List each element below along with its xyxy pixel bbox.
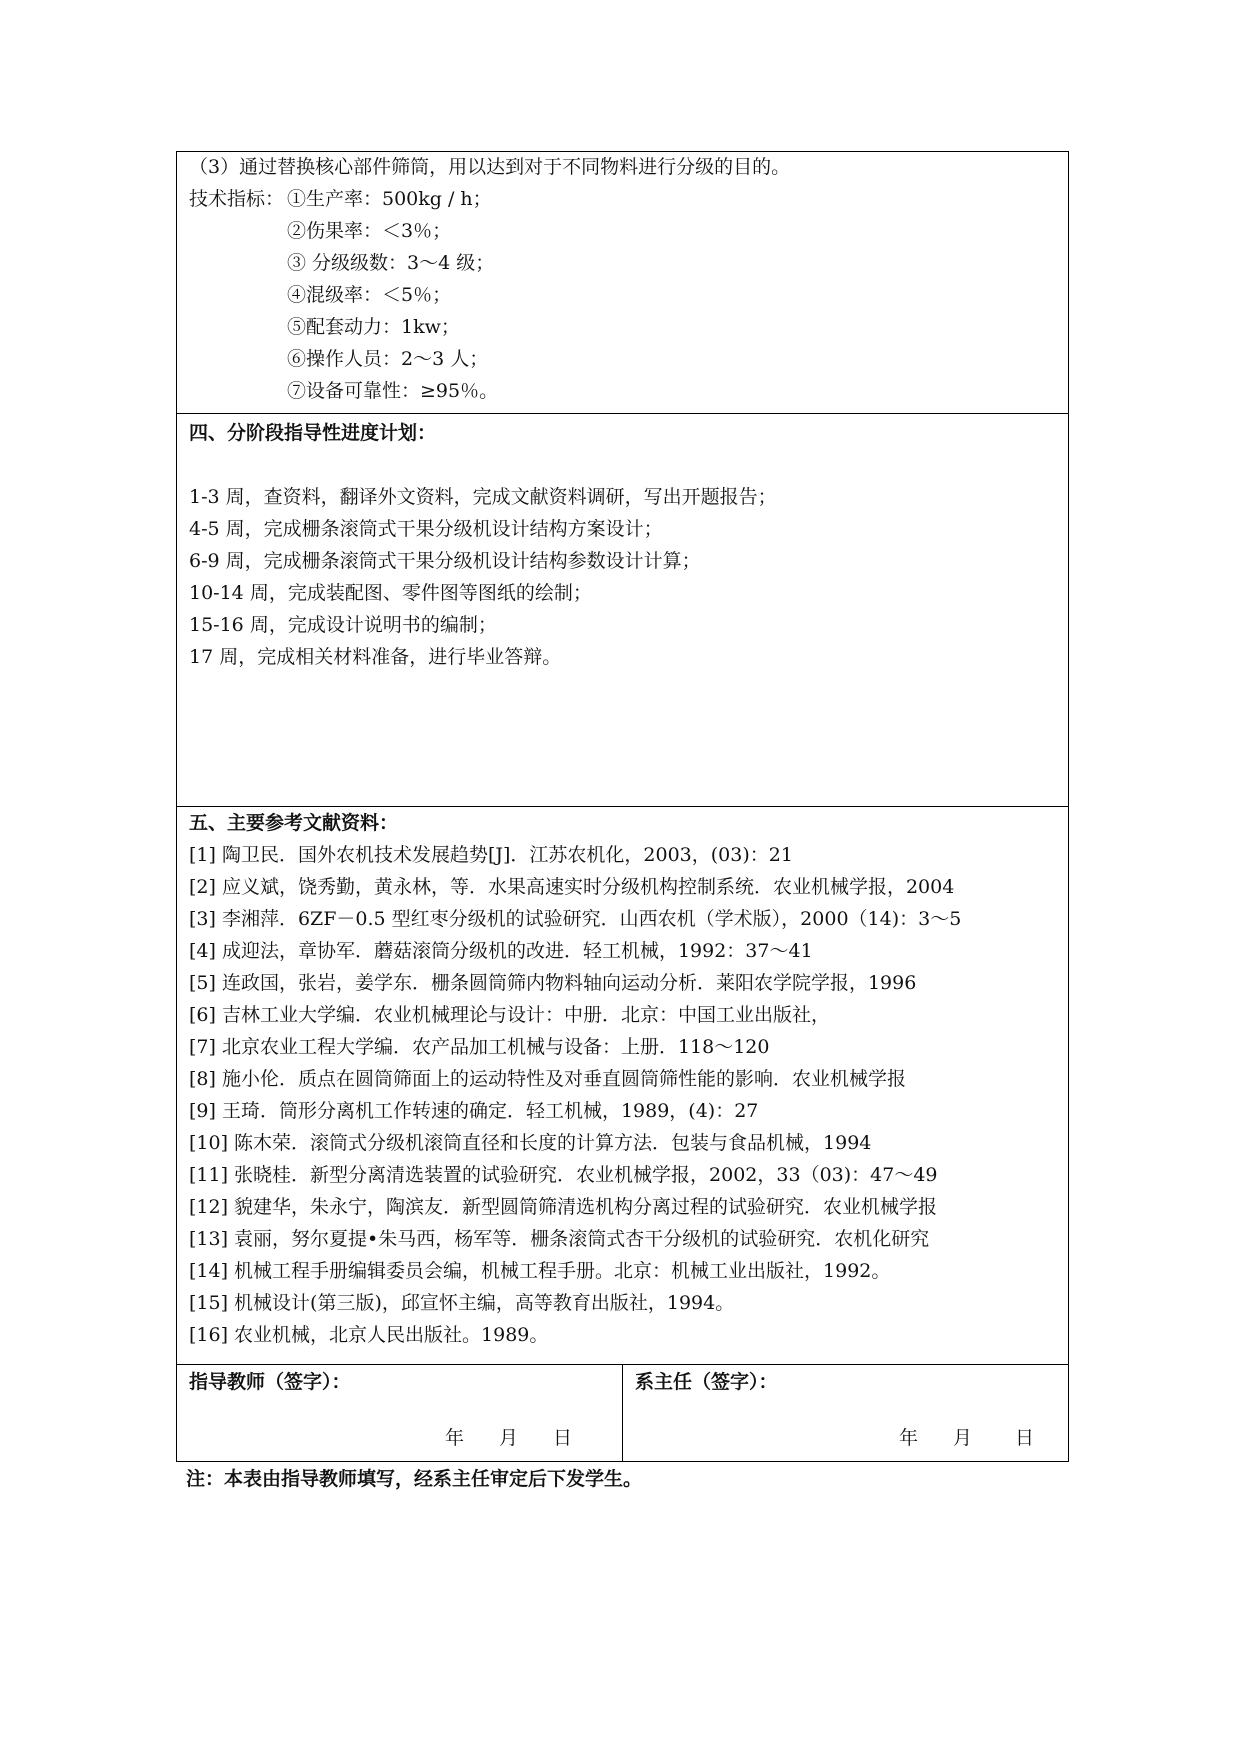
reference-item: [16] 农业机械，北京人民出版社。1989。 xyxy=(189,1324,549,1346)
indicator-item: ①生产率：500kg / h； xyxy=(287,188,492,210)
advisor-date-month: 月 xyxy=(499,1427,519,1449)
references-heading: 五、主要参考文献资料： xyxy=(189,812,399,834)
schedule-item: 1-3 周，查资料，翻译外文资料，完成文献资料调研，写出开题报告； xyxy=(189,486,777,508)
task-form-table xyxy=(176,151,1069,1462)
signature-row xyxy=(177,1365,1068,1461)
reference-item: [3] 李湘萍．6ZF－0.5 型红枣分级机的试验研究．山西农机（学术版），2000（14)：3～5 xyxy=(189,908,962,930)
reference-item: [2] 应义斌，饶秀勤，黄永林，等．水果高速实时分级机构控制系统．农业机械学报，2004 xyxy=(189,876,955,898)
head-date-month: 月 xyxy=(953,1427,973,1449)
schedule-item: 10-14 周，完成装配图、零件图等图纸的绘制； xyxy=(189,582,592,604)
reference-item: [7] 北京农业工程大学编．农产品加工机械与设备：上册．118～120 xyxy=(189,1036,770,1058)
reference-item: [13] 袁丽，努尔夏提•朱马西，杨军等．栅条滚筒式杏干分级机的试验研究．农机化研究 xyxy=(189,1228,930,1250)
advisor-signature-cell xyxy=(177,1365,622,1461)
footnote: 注：本表由指导教师填写，经系主任审定后下发学生。 xyxy=(186,1468,643,1490)
schedule-item: 17 周，完成相关材料准备，进行毕业答辩。 xyxy=(189,646,562,668)
head-date-year: 年 xyxy=(899,1427,919,1449)
references-section xyxy=(177,807,1068,1365)
reference-item: [14] 机械工程手册编辑委员会编，机械工程手册。北京：机械工业出版社，1992。 xyxy=(189,1260,891,1282)
advisor-date-day: 日 xyxy=(553,1427,573,1449)
reference-item: [15] 机械设计(第三版)，邱宣怀主编，高等教育出版社，1994。 xyxy=(189,1292,735,1314)
schedule-item: 6-9 周，完成栅条滚筒式干果分级机设计结构参数设计计算； xyxy=(189,550,701,572)
indicator-item: ⑤配套动力：1kw； xyxy=(287,316,460,338)
indicator-item: ⑥操作人员：2～3 人； xyxy=(287,348,489,370)
design-goal-text: （3）通过替换核心部件筛筒，用以达到对于不同物料进行分级的目的。 xyxy=(189,156,791,178)
indicator-item: ④混级率：＜5％； xyxy=(287,284,452,306)
indicator-item: ②伤果率：＜3％； xyxy=(287,220,452,242)
advisor-date-year: 年 xyxy=(445,1427,465,1449)
indicator-item: ③ 分级级数：3～4 级； xyxy=(287,252,495,274)
schedule-item: 15-16 周，完成设计说明书的编制； xyxy=(189,614,497,636)
indicator-item: ⑦设备可靠性：≥95％。 xyxy=(287,380,499,402)
reference-item: [9] 王琦．筒形分离机工作转速的确定．轻工机械，1989，(4)：27 xyxy=(189,1100,759,1122)
advisor-signature-label: 指导教师（签字）： xyxy=(189,1371,351,1393)
reference-item: [10] 陈木荣．滚筒式分级机滚筒直径和长度的计算方法．包装与食品机械，1994 xyxy=(189,1132,872,1154)
schedule-heading: 四、分阶段指导性进度计划： xyxy=(189,422,437,444)
department-head-signature-label: 系主任（签字）： xyxy=(635,1371,778,1393)
reference-item: [11] 张晓桂．新型分离清选装置的试验研究．农业机械学报，2002，33（03)：47～49 xyxy=(189,1164,938,1186)
technical-indicators-section xyxy=(177,152,1068,414)
schedule-section xyxy=(177,414,1068,807)
reference-item: [6] 吉林工业大学编．农业机械理论与设计：中册．北京：中国工业出版社， xyxy=(189,1004,830,1026)
reference-item: [12] 貌建华，朱永宁，陶滨友．新型圆筒筛清选机构分离过程的试验研究．农业机械学报 xyxy=(189,1196,938,1218)
department-head-signature-cell xyxy=(623,1365,1068,1461)
reference-item: [4] 成迎法，章协军．蘑菇滚筒分级机的改进．轻工机械，1992：37～41 xyxy=(189,940,813,962)
indicators-label: 技术指标： xyxy=(189,188,285,210)
schedule-item: 4-5 周，完成栅条滚筒式干果分级机设计结构方案设计； xyxy=(189,518,663,540)
reference-item: [8] 施小伦．质点在圆筒筛面上的运动特性及对垂直圆筒筛性能的影响．农业机械学报 xyxy=(189,1068,906,1090)
reference-item: [1] 陶卫民．国外农机技术发展趋势[J]．江苏农机化，2003，(03)：21 xyxy=(189,844,793,866)
head-date-day: 日 xyxy=(1015,1427,1035,1449)
reference-item: [5] 连政国，张岩，姜学东．栅条圆筒筛内物料轴向运动分析．莱阳农学院学报，1996 xyxy=(189,972,917,994)
